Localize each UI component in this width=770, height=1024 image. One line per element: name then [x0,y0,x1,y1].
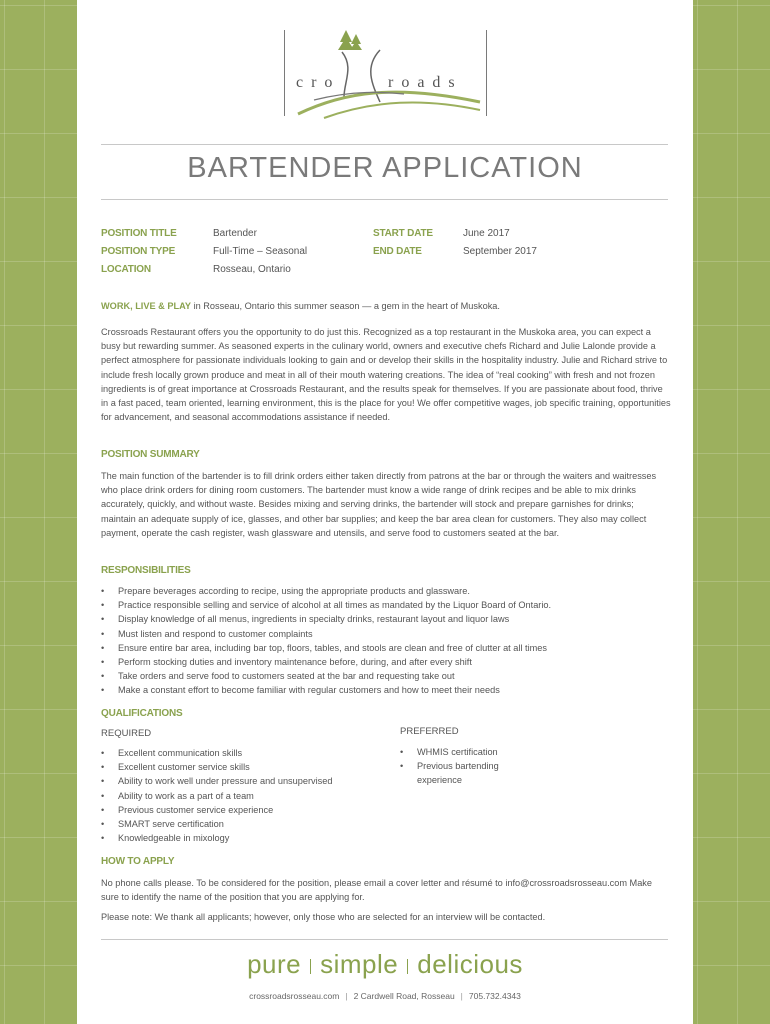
intro-rest: in Rosseau, Ontario this summer season — a gem in the heart of Muskoka. [191,301,500,311]
list-item: • SMART serve certification [101,817,391,831]
hill-curve [324,102,480,118]
tagline-separator [310,959,311,974]
list-item: • Previous bartending experience [400,759,530,787]
summary-heading: POSITION SUMMARY [101,449,200,460]
position-title-value: Bartender [213,228,257,239]
location-value: Rosseau, Ontario [213,264,291,275]
divider-top [101,144,668,145]
crossroads-logo [284,22,488,122]
footer-address: 2 Cardwell Road, Rosseau [353,991,455,1001]
footer-separator: | [345,991,348,1001]
list-item: • Make a constant effort to become familiar with regular customers and how to meet their needs [101,683,671,697]
apply-body: No phone calls please. To be considered for the position, please email a cover letter and résumé to info@crossroadsrosseau.com Make sure to identify the name of the position that you are applying for. [101,878,653,903]
list-item: • Excellent communication skills [101,746,391,760]
logo-word-left: cro [296,74,341,91]
location-label: LOCATION [101,264,151,275]
footer-website: crossroadsrosseau.com [249,991,340,1001]
end-date-value: September 2017 [463,246,537,257]
footer [0,991,770,1001]
list-item: • Must listen and respond to customer complaints [101,627,671,641]
page-title: BARTENDER APPLICATION [187,152,583,184]
list-item: • Prepare beverages according to recipe, using the appropriate products and glassware. [101,584,671,598]
required-list [101,746,391,845]
qualifications-heading: QUALIFICATIONS [101,708,183,719]
footer-separator: | [460,991,463,1001]
summary-body: The main function of the bartender is to fill drink orders either taken directly from patrons at the bar or through the waiters and waitresses who place drink orders for dining room customers. The bartender must know a wide range of drink recipes and be able to mix drinks accurately, quickly, and without waste. Besides mixing and serving drinks, the bartender will stock and prepare garnishes for drinks; maintain an adequate supply of ice, glasses, and other bar supplies; and keep the bar area clean for customers. They also may collect payment, operate the cash register, wash glassware and utensils, and serve food to customers seated at the bar. [101,471,657,538]
apply-note: Please note: We thank all applicants; however, only those who are selected for an interview will be contacted. [101,912,546,922]
position-title-label: POSITION TITLE [101,228,177,239]
tagline-separator [407,959,408,974]
list-item: • Take orders and serve food to customers seated at the bar and requesting take out [101,669,671,683]
required-label: REQUIRED [101,728,152,739]
preferred-label: PREFERRED [400,726,459,737]
intro-line [101,299,671,313]
position-type-value: Full-Time – Seasonal [213,246,308,257]
divider-title [101,199,668,200]
list-item: • Display knowledge of all menus, ingredients in specialty drinks, restaurant layout and liquor laws [101,612,671,626]
start-date-label: START DATE [373,228,433,239]
position-type-label: POSITION TYPE [101,246,176,257]
list-item: • Perform stocking duties and inventory maintenance before, during, and after every shift [101,655,671,669]
list-item: • Previous customer service experience [101,803,391,817]
list-item: • Knowledgeable in mixology [101,831,391,845]
preferred-list [400,745,530,788]
logo-graphic [284,22,488,122]
list-item: • Practice responsible selling and service of alcohol at all times as mandated by the Liquor Board of Ontario. [101,598,671,612]
list-item: • WHMIS certification [400,745,530,759]
apply-heading: HOW TO APPLY [101,856,175,867]
tree-icon [338,30,354,50]
tagline [0,949,770,980]
intro-body: Crossroads Restaurant offers you the opportunity to do just this. Recognized as a top restaurant in the Muskoka area, you can expect a busy but rewarding summer. As seasoned experts in the culinary world, owners and executive chefs Richard and Julie Lalonde provide a perfect atmosphere for passionate individuals looking to gain and or develop their skills in the hospitality industry. Julie and Richard strive to include fresh locally grown produce and meat in all of their mouth watering creations. The idea of “real cooking” with fresh and not frozen ingredients is of great importance at Crossroads Restaurant, and the results speak for themselves. If you are passionate about food, thrive in a fast paced, team oriented, learning environment, this is the place for you! We offer competitive wages, job specific training, opportunities for advancement, and seasonal accommodations assistance if needed. [101,327,671,423]
list-item: • Ability to work well under pressure and unsupervised [101,774,391,788]
tagline-word: delicious [417,949,523,979]
start-date-value: June 2017 [463,228,510,239]
road-curve [342,52,348,97]
list-item: • Ensure entire bar area, including bar top, floors, tables, and stools are clean and free of clutter at all times [101,641,671,655]
responsibilities-list [101,584,671,698]
intro-highlight: WORK, LIVE & PLAY [101,301,192,311]
tagline-word: simple [320,949,399,979]
list-item: • Excellent customer service skills [101,760,391,774]
logo-word-right: roads [388,74,463,91]
end-date-label: END DATE [373,246,422,257]
footer-phone: 705.732.4343 [468,991,521,1001]
responsibilities-heading: RESPONSIBILITIES [101,565,191,576]
tagline-word: pure [247,949,302,979]
list-item: • Ability to work as a part of a team [101,789,391,803]
divider-bottom [101,939,668,940]
